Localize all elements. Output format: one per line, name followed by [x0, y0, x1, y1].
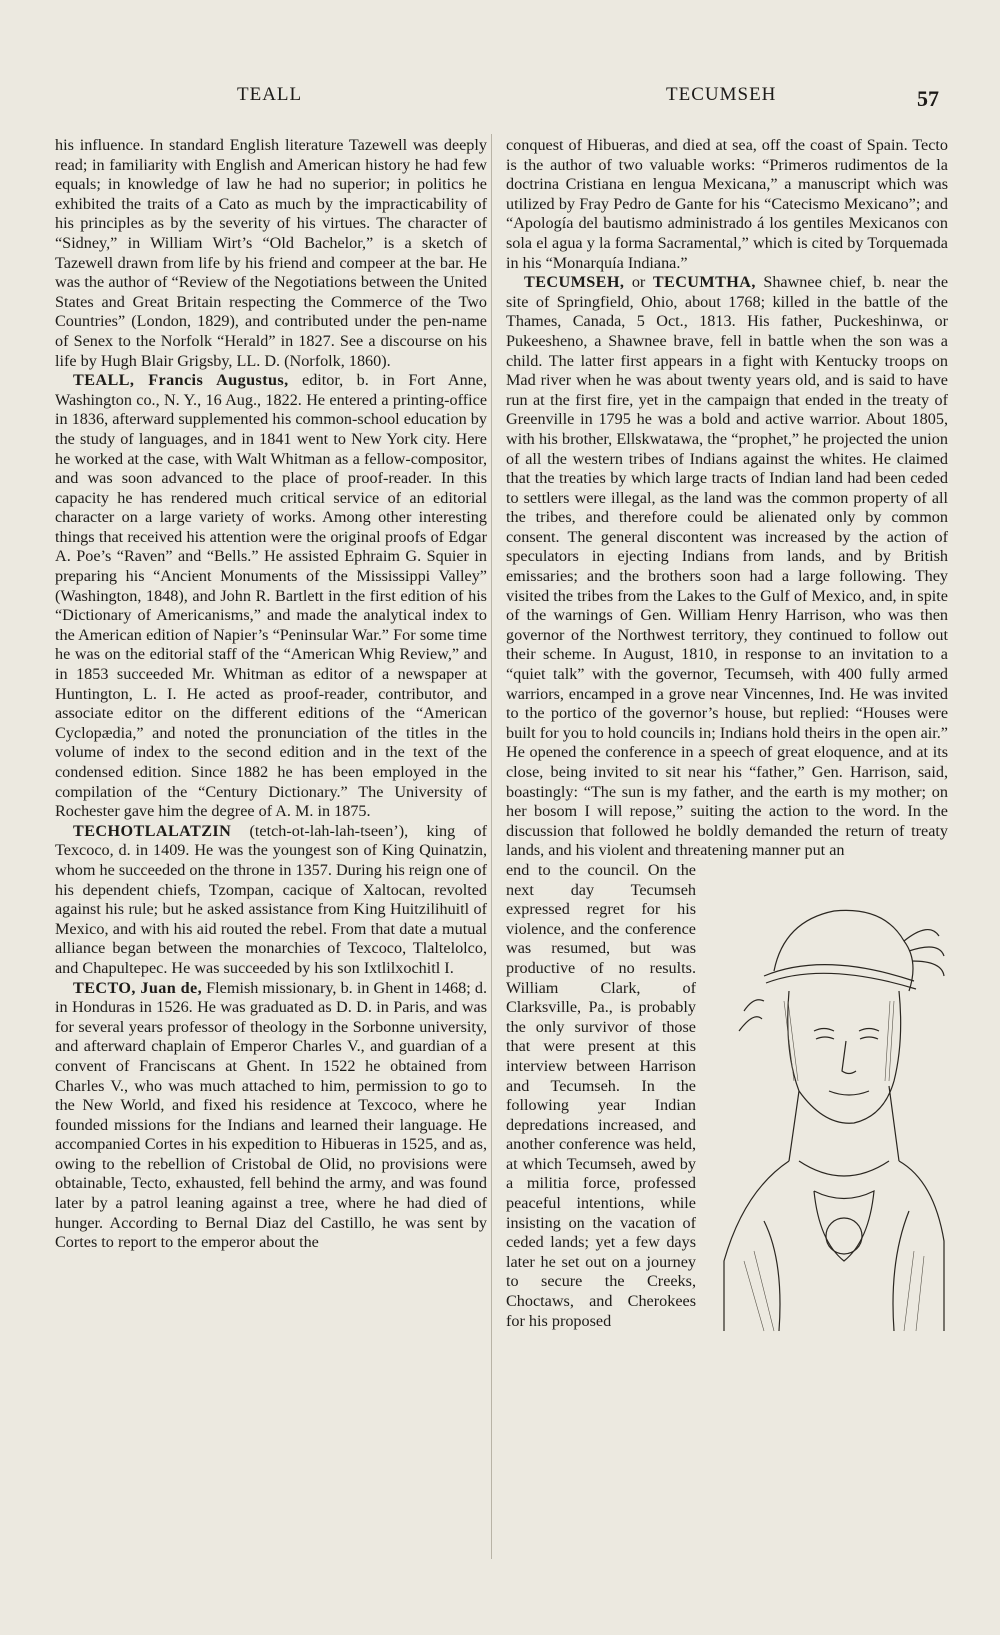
- right-column: [506, 136, 948, 1361]
- tazewell-continuation: his influence. In standard English literature Tazewell was deeply read; in familiarity with English and American history he had few equals; in knowledge of law he had no superior; in politics he exhibited the traits of a Cato as much by the impracticability of his principles as by the severity of his virtues. The character of “Sidney,” in William Wirt’s “Old Bachelor,” is a sketch of Tazewell drawn from life by his friend and compeer at the bar. He was the author of “Review of the Negotiations between the United States and Great Britain respecting the Commerce of the Two Countries” (London, 1829), and contributed under the pen-name of Senex to the Norfolk “Herald” in 1827. See a discourse on his life by Hugh Blair Grigsby, LL. D. (Norfolk, 1860).: [55, 136, 487, 370]
- page-number: 57: [917, 86, 939, 111]
- portrait-figure: [704, 861, 954, 1361]
- entry-heading-tecumseh: TECUMSEH,: [524, 273, 625, 292]
- entry-heading-tecumtha: TECUMTHA,: [652, 273, 756, 292]
- entry-body-techotlalatzin: (tetch-ot-lah-lah-tseen’), king of Texcoco, d. in 1409. He was the youngest son of King Quinatzin, whom he succeeded on the throne in 1357. During his reign one of his dependent chiefs, Tzompan, cacique of Xaltocan, revolted against his rule; but he asked assistance from King Huitzilihuitl of Mexico, and with his aid routed the rebel. From that date a mutual alliance began between the monarchies of Texcoco, Tlaltelolco, and Chapultepec. He was succeeded by his son Ixtlilxochitl I.: [55, 821, 488, 977]
- entry-tecto: [55, 979, 487, 1253]
- entry-continued-tecumseh: end to the council. On the next day Tecumseh expressed regret for his violence, and the conference was resumed, but was productive of no results. William Clark, of Clarksville, Pa., is probably the only survivor of those that were present at this interview between Harrison and Tecumseh. In the following year Indian depredations increased, and another conference was held, at which Tecumseh, awed by a militia force, professed peaceful intentions, while insisting on the vacation of ceded lands; yet a few days later he set out on a journey to secure the Creeks, Choctaws, and Cherokees for his proposed: [506, 860, 696, 1330]
- entry-heading-or: or: [624, 273, 653, 292]
- entry-body-tecto: Flemish missionary, b. in Ghent in 1468; d. in Honduras in 1526. He was graduated as D. D. in Paris, and was for several years professor of theology in the Sorbonne university, and afterward chaplain of Emperor Charles V., and guardian of a convent of Franciscans at Ghent. In 1522 he obtained from Charles V., who was much attached to him, permission to go to the New World, and fixed his residence at Texcoco, where he founded missions for the Indians and learned their language. He accompanied Cortes in his expedition to Hibueras in 1525, and as, owing to the rebellion of Cristobal de Olid, no provisions were obtainable, Tecto, exhausted, fell behind the army, and was found later by a patrol leaning against a tree, where he had died of hunger. According to Bernal Diaz del Castillo, he was sent by Cortes to report to the emperor about the: [55, 978, 487, 1252]
- tecto-continuation: conquest of Hibueras, and died at sea, off the coast of Spain. Tecto is the author of two valuable works: “Primeros rudimentos de la doctrina Cristiana en lengua Mexicana,” a manuscript which was utilized by Fray Pedro de Gante for his “Catecismo Mexicano”; and “Apología del bautismo administrado á los gentiles Mexicanos con sola el agua y la forma Sacramental,” which is cited by Torquemada in his “Monarquía Indiana.”: [506, 136, 948, 272]
- entry-body-teall: editor, b. in Fort Anne, Washington co., N. Y., 16 Aug., 1822. He entered a printing-office in 1836, afterward supplemented his common-school education by the study of languages, and in 1841 went to New York city. Here he worked at the case, with Walt Whitman as a fellow-compositor, and was soon advanced to the place of proof-reader. In this capacity he has rendered much critical service of an editorial character on a large variety of works. Among other interesting things that received his attention were the original proofs of Edgar A. Poe’s “Raven” and “Bells.” He assisted Ephraim G. Squier in preparing his “Ancient Monuments of the Mississippi Valley” (Washington, 1848), and John R. Bartlett in the first edition of his “Dictionary of Americanisms,” and made the analytical index to the American edition of Napier’s “Peninsular War.” For some time he was on the editorial staff of the “American Whig Review,” and in 1853 succeeded Mr. Whitman as editor of a newspaper at Huntington, L. I. He acted as proof-reader, contributor, and associate editor on the different editions of the “American Cyclopædia,” and noted the pronunciation of the titles in the volume of index to the second edition and in the text of the condensed edition. Since 1882 he has been employed in the compilation of the “Century Dictionary.” The University of Rochester gave him the degree of A. M. in 1875.: [55, 371, 487, 821]
- entry-techotlalatzin: [55, 822, 487, 979]
- tecumseh-portrait-image: [704, 861, 954, 1361]
- entry-heading-techotlalatzin: TECHOTLALATZIN: [73, 821, 232, 840]
- entry-heading-tecto: TECTO, Juan de,: [73, 978, 203, 997]
- entry-heading-teall: TEALL, Francis Augustus,: [73, 371, 289, 390]
- running-head-left: TEALL: [237, 84, 303, 105]
- entry-teall: [55, 371, 487, 822]
- entry-tecumseh: [506, 273, 948, 861]
- running-head-right: TECUMSEH: [666, 84, 777, 105]
- column-divider: [491, 134, 492, 1559]
- tecumseh-wrap-paragraph: [506, 861, 948, 1331]
- left-column: [55, 136, 487, 1253]
- entry-body-tecumseh: Shawnee chief, b. near the site of Springfield, Ohio, about 1768; killed in the battle of the Thames, Canada, 5 Oct., 1813. His father, Puckeshinwa, or Pukeesheno, a Shawnee brave, fell in battle when the son was a child. The latter first appears in a fight with Kentucky troops on Mad river when he was about twenty years old, and is said to have run at the first fire, yet in the campaign that ended in the treaty of Greenville in 1795 he was a bold and active warrior. About 1805, with his brother, Ellskwatawa, the “prophet,” he projected the union of all the western tribes of Indians against the whites. He claimed that the treaties by which large tracts of Indian land had been ceded to settlers were illegal, as the land was the common property of all the tribes, and therefore could be alienated only by common consent. The general discontent was increased by the action of speculators in ejecting Indians from lands, and by British emissaries; and the brothers soon had a large following. They visited the tribes from the Lakes to the Gulf of Mexico, and, in spite of the warnings of Gen. William Henry Harrison, who was then governor of the Northwest territory, they continued to follow out their scheme. In August, 1810, in response to an invitation to a “quiet talk” with the governor, Tecumseh, with 400 fully armed warriors, encamped in a grove near Vincennes, Ind. He was invited to the portico of the governor’s house, but replied: “Houses were built for you to hold councils in; Indians hold theirs in the open air.” He opened the conference in a speech of great eloquence, and at its close, being invited to sit near his “father,” Gen. Harrison, said, boastingly: “The sun is my father, and the earth is my mother; on her bosom I will repose,” suiting the action to the word. In the discussion that followed he boldly demanded the return of treaty lands, and his violent and threatening manner put an: [506, 273, 949, 860]
